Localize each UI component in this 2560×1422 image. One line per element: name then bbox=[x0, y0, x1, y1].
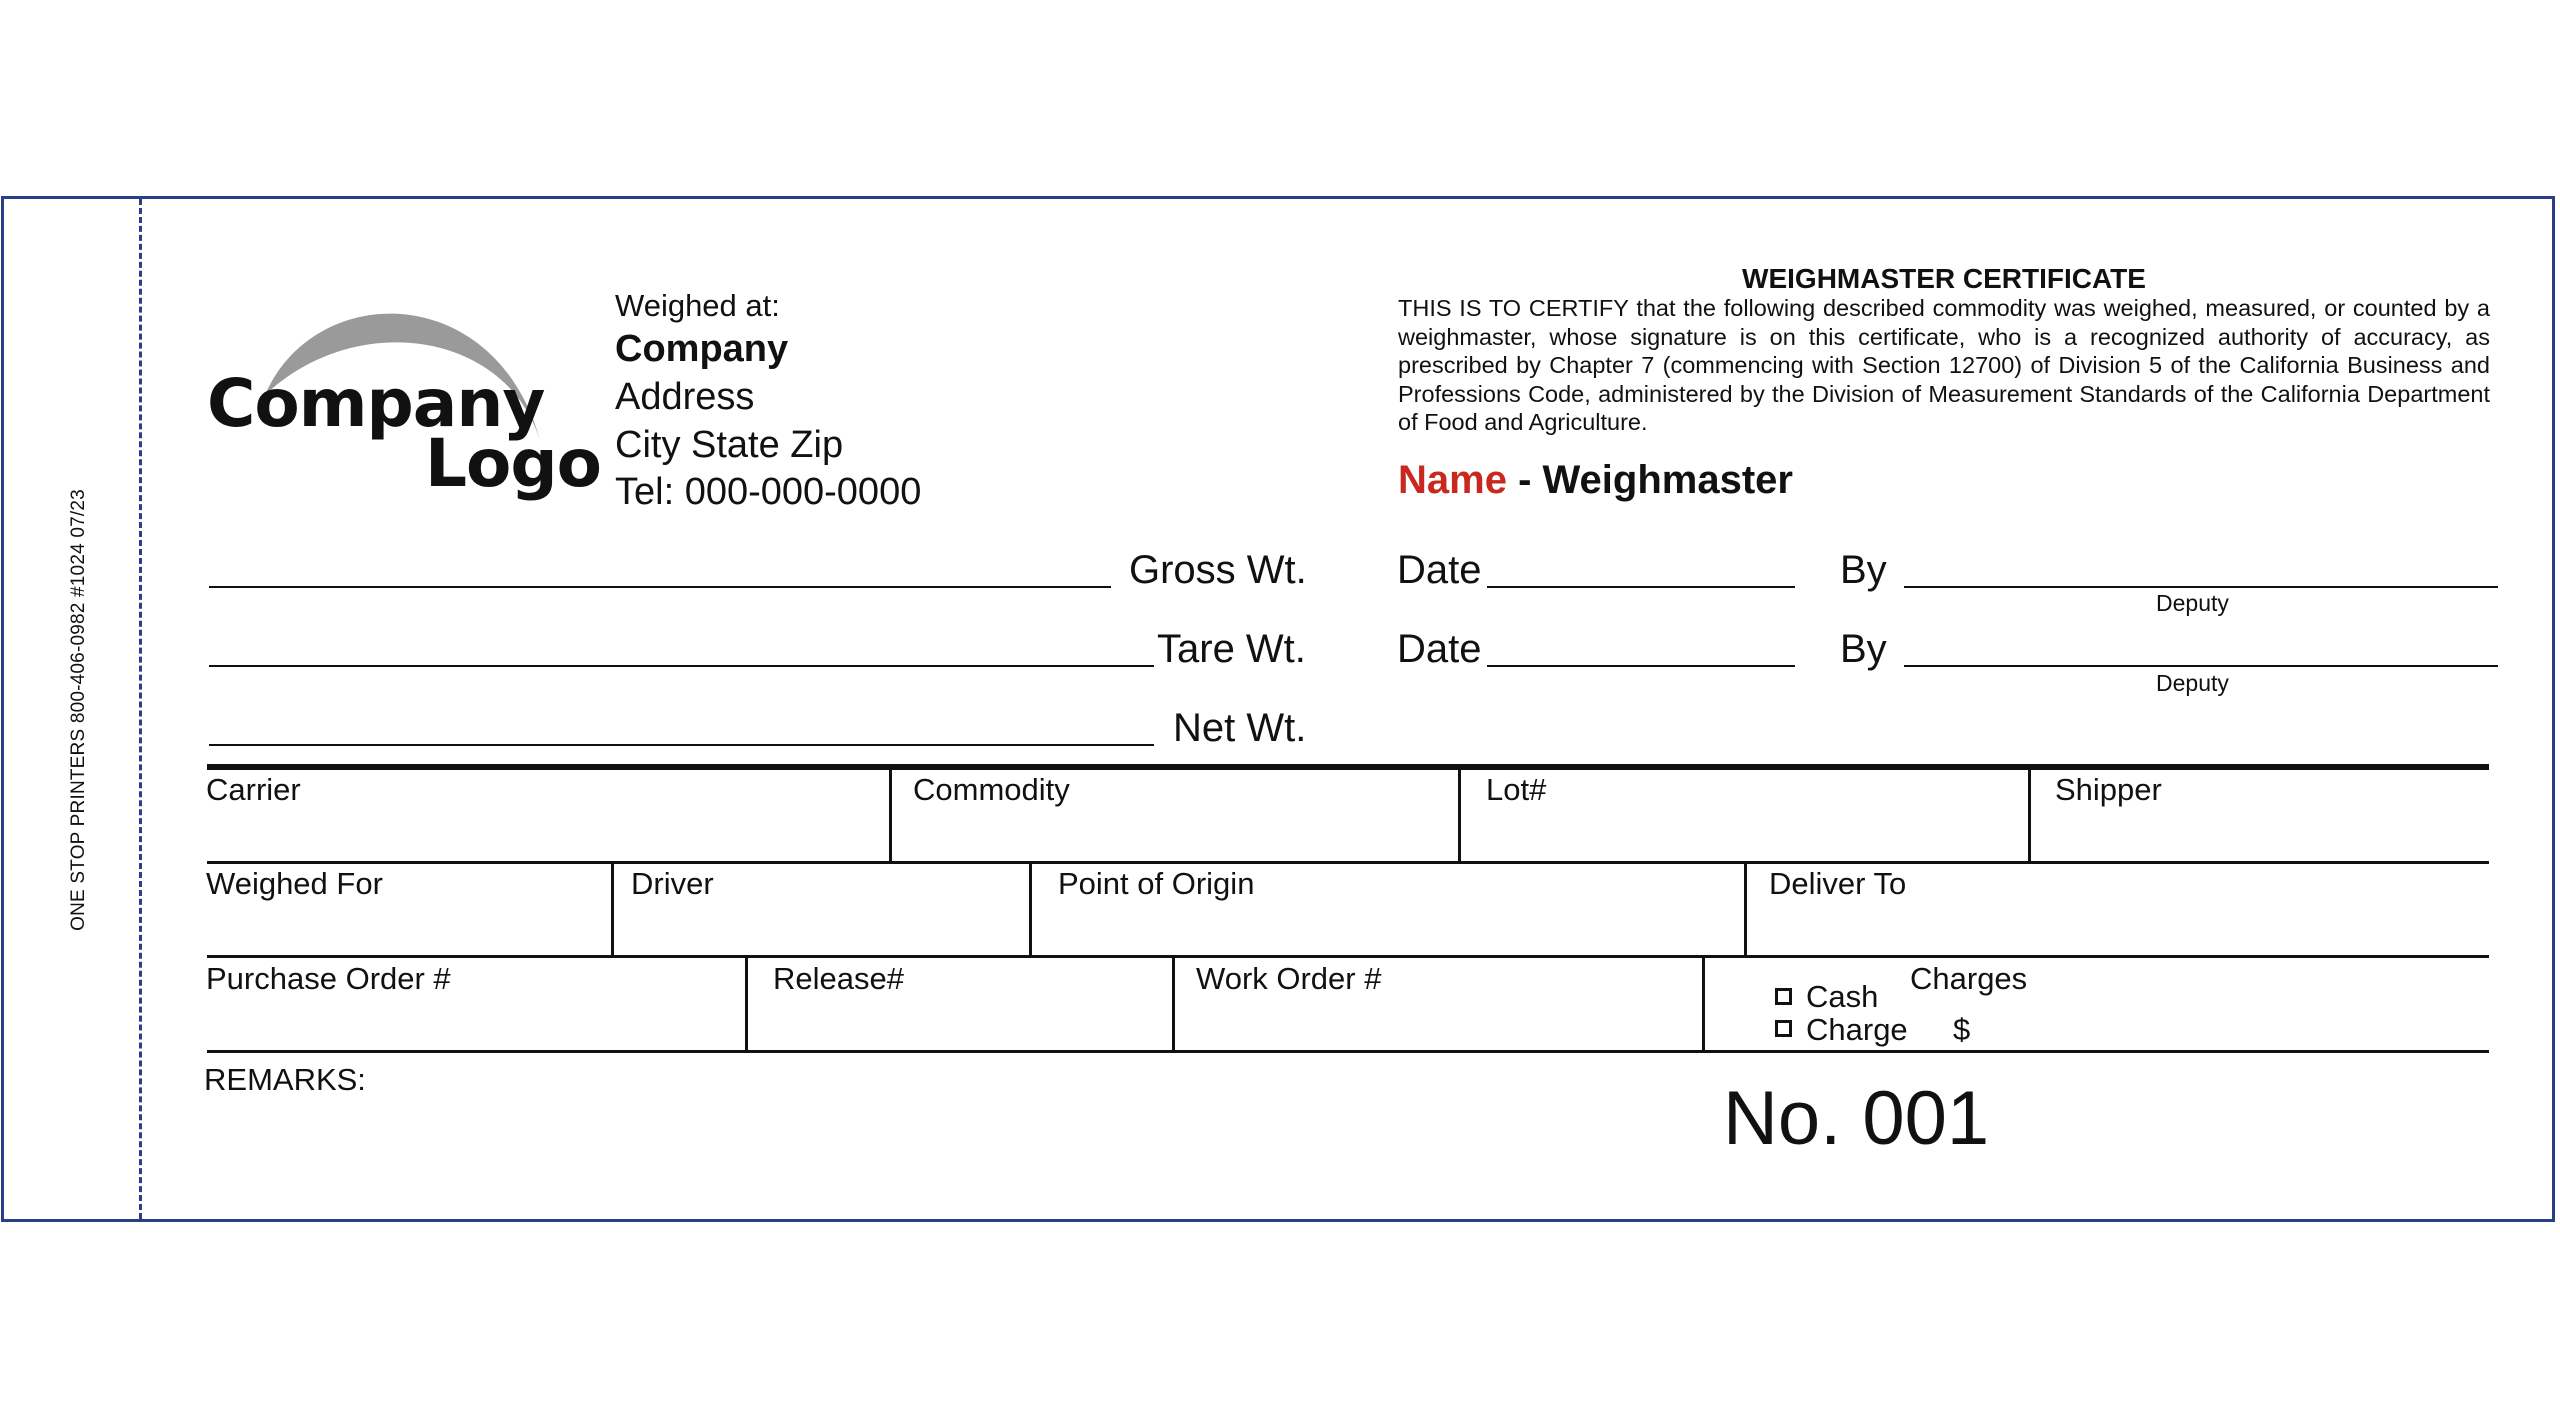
point-of-origin-field[interactable]: Point of Origin bbox=[1058, 866, 1255, 901]
purchase-order-field[interactable]: Purchase Order # bbox=[206, 961, 451, 996]
deputy-label-2: Deputy bbox=[2156, 670, 2229, 696]
date-line-1[interactable] bbox=[1487, 586, 1795, 588]
divider bbox=[1744, 864, 1747, 957]
divider bbox=[1172, 958, 1175, 1052]
divider bbox=[1029, 864, 1032, 957]
cash-label: Cash bbox=[1806, 979, 1879, 1014]
divider bbox=[611, 864, 614, 957]
logo-text-company: Company bbox=[207, 365, 545, 442]
charge-label: Charge bbox=[1806, 1012, 1908, 1047]
by-label-2: By bbox=[1840, 627, 1887, 671]
divider bbox=[889, 770, 892, 863]
shipper-field[interactable]: Shipper bbox=[2055, 772, 2162, 807]
company-address: Address bbox=[615, 376, 755, 418]
charge-checkbox[interactable] bbox=[1775, 1020, 1792, 1037]
printer-stub-text: ONE STOP PRINTERS 800-406-0982 #1024 07/23 bbox=[68, 489, 89, 931]
commodity-field[interactable]: Commodity bbox=[913, 772, 1070, 807]
by-label-1: By bbox=[1840, 548, 1887, 592]
gross-weight-line[interactable] bbox=[209, 586, 1111, 588]
date-label-1: Date bbox=[1397, 548, 1482, 592]
divider bbox=[1702, 958, 1705, 1052]
by-line-1[interactable] bbox=[1904, 586, 2498, 588]
remarks-field[interactable]: REMARKS: bbox=[204, 1062, 366, 1097]
row-rule-3 bbox=[207, 1050, 2489, 1053]
dollar-sign: $ bbox=[1953, 1012, 1971, 1047]
deputy-label-1: Deputy bbox=[2156, 590, 2229, 616]
ticket-number: No. 001 bbox=[1723, 1076, 1990, 1161]
weighed-at-label: Weighed at: bbox=[615, 288, 780, 323]
net-weight-line[interactable] bbox=[209, 744, 1154, 746]
weighed-for-field[interactable]: Weighed For bbox=[206, 866, 383, 901]
divider bbox=[745, 958, 748, 1052]
driver-field[interactable]: Driver bbox=[631, 866, 714, 901]
tare-weight-label: Tare Wt. bbox=[1157, 627, 1306, 671]
thick-rule bbox=[207, 764, 2489, 770]
deliver-to-field[interactable]: Deliver To bbox=[1769, 866, 1907, 901]
work-order-field[interactable]: Work Order # bbox=[1196, 961, 1382, 996]
cash-checkbox[interactable] bbox=[1775, 988, 1792, 1005]
divider bbox=[2028, 770, 2031, 863]
tare-weight-line[interactable] bbox=[209, 665, 1154, 667]
release-field[interactable]: Release# bbox=[773, 961, 904, 996]
carrier-field[interactable]: Carrier bbox=[206, 772, 301, 807]
net-weight-label: Net Wt. bbox=[1173, 706, 1307, 750]
weighmaster-suffix: - Weighmaster bbox=[1506, 458, 1793, 502]
lot-field[interactable]: Lot# bbox=[1486, 772, 1547, 807]
divider bbox=[1458, 770, 1461, 863]
date-label-2: Date bbox=[1397, 627, 1482, 671]
certificate-title: WEIGHMASTER CERTIFICATE bbox=[1742, 263, 2146, 294]
company-city-state-zip: City State Zip bbox=[615, 424, 844, 466]
row-rule-1 bbox=[207, 861, 2489, 864]
certificate-body: THIS IS TO CERTIFY that the following described commodity was weighed, measured, or counted by a weighmaster, whose signature is on this certificate, who is a recognized authority of accuracy, as prescribed by Chapter 7 (commencing with Section 12700) of Division 5 of the California Business and Professions Code, administered by the Division of Measurement Standards of the California Department of Food and Agriculture. bbox=[1398, 295, 2490, 435]
logo-text-logo: Logo bbox=[425, 425, 601, 502]
perforation-line bbox=[139, 199, 142, 1219]
company-name: Company bbox=[615, 328, 789, 370]
row-rule-2 bbox=[207, 955, 2489, 958]
gross-weight-label: Gross Wt. bbox=[1129, 548, 1307, 592]
date-line-2[interactable] bbox=[1487, 665, 1795, 667]
company-tel: Tel: 000-000-0000 bbox=[615, 471, 922, 513]
by-line-2[interactable] bbox=[1904, 665, 2498, 667]
weighmaster-line bbox=[1398, 458, 1793, 503]
weighmaster-name: Name bbox=[1398, 458, 1507, 502]
charges-label: Charges bbox=[1910, 961, 2028, 996]
